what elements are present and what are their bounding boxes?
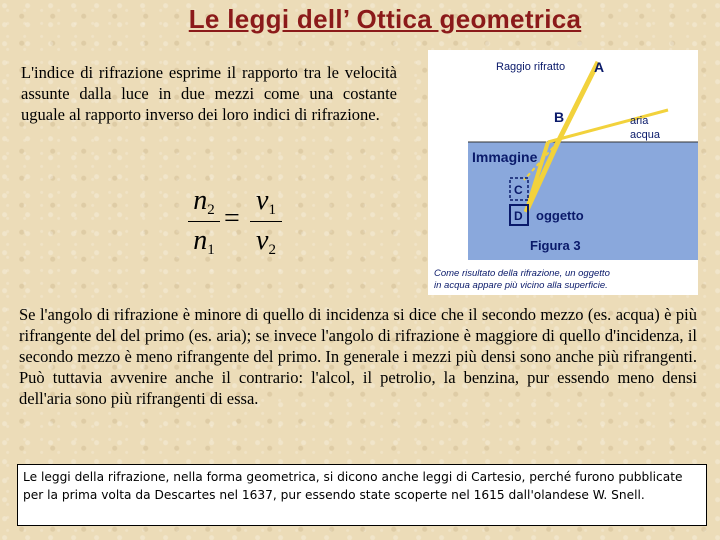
point-a-label: A: [594, 59, 605, 75]
ray-label: Raggio rifratto: [496, 61, 566, 73]
object-label: oggetto: [536, 208, 584, 223]
air-label: aria: [630, 115, 649, 127]
figure-number: Figura 3: [530, 238, 581, 253]
point-b-label: B: [554, 109, 565, 125]
right-numerator: v: [256, 185, 269, 216]
left-denominator-sub: 1: [207, 242, 215, 258]
image-label: Immagine: [472, 149, 538, 165]
right-denominator: v: [256, 225, 269, 256]
left-numerator: n: [193, 185, 208, 216]
left-denominator: n: [193, 225, 208, 256]
refraction-formula: [188, 185, 288, 265]
right-denominator-sub: 2: [268, 242, 276, 258]
equals-sign: =: [224, 203, 240, 234]
point-d-label: D: [514, 209, 523, 223]
right-fraction-bar: [250, 221, 282, 222]
caption-line-1: Come risultato della rifrazione, un oggetto: [434, 268, 610, 279]
left-numerator-sub: 2: [207, 202, 215, 218]
main-paragraph: Se l'angolo di rifrazione è minore di quello di incidenza si dice che il secondo mezzo (es. acqua) è più rifrangente del del primo (es. aria); se invece l'angolo di rifrazione è maggiore di quello d'incidenza, il secondo mezzo è meno rifrangente del primo. In generale i mezzi più densi sono anche più rifrangenti. Può tuttavia avvenire anche il contrario: l'alcol, il petrolio, la benzina, pur essendo meno densi dell'aria sono più rifrangenti di essa.: [19, 305, 697, 408]
water-label: acqua: [630, 129, 660, 141]
left-fraction-bar: [188, 221, 220, 222]
refraction-diagram: [428, 50, 698, 295]
slide-title: Le leggi dell’ Ottica geometrica: [188, 4, 582, 34]
intro-paragraph: L'indice di rifrazione esprime il rapporto tra le velocità assunte dalla luce in due mezzi come una costante uguale al rapporto inverso dei loro indici di rifrazione.: [21, 63, 397, 124]
caption-line-2: in acqua appare più vicino alla superficie.: [434, 280, 608, 291]
footnote-box: Le leggi della rifrazione, nella forma geometrica, si dicono anche leggi di Cartesio, perché furono pubblicate per la prima volta da Descartes nel 1637, pur essendo state scoperte nel 1615 dall'olandese W. Snell.: [17, 464, 707, 526]
right-numerator-sub: 1: [268, 202, 276, 218]
refraction-figure: [428, 50, 698, 295]
point-c-label: C: [514, 183, 523, 197]
